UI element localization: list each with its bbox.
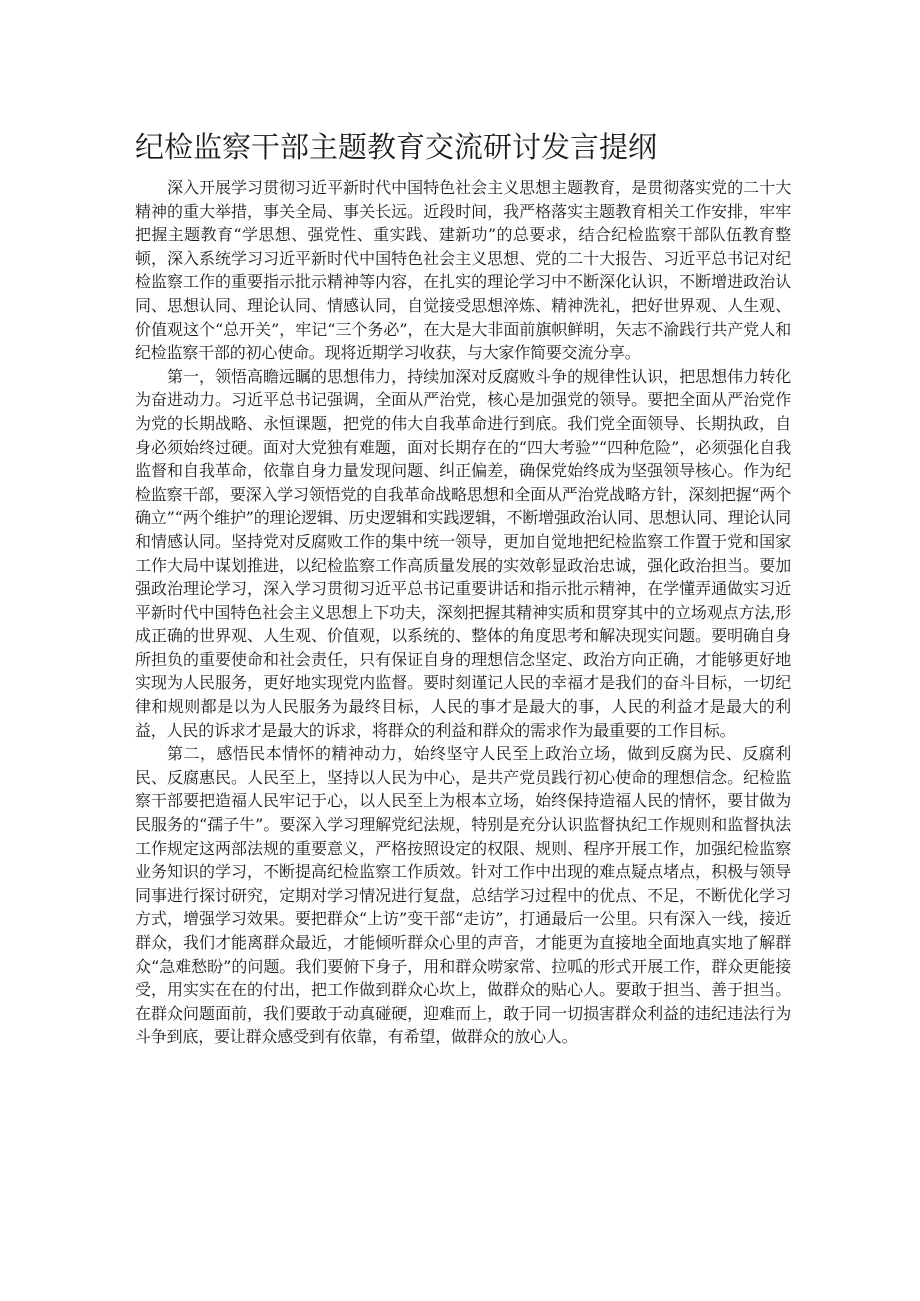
paragraph-first-point: 第一，领悟高瞻远瞩的思想伟力，持续加深对反腐败斗争的规律性认识，把思想伟力转化为奋进动力。习近平总书记强调，全面从严治党，核心是加强党的领导。要把全面从严治党作为党的长期战略、永恒课题，把党的伟大自我革命进行到底。我们党全面领导、长期执政，自身必须始终过硬。面对大党独有难题，面对长期存在的“四大考验”“四种危险”，必须强化自我监督和自我革命，依靠自身力量发现问题、纠正偏差，确保党始终成为坚强领导核心。作为纪检监察干部，要深入学习领悟党的自我革命战略思想和全面从严治党战略方针，深刻把握“两个确立”“两个维护”的理论逻辑、历史逻辑和实践逻辑，不断增强政治认同、思想认同、理论认同和情感认同。坚持党对反腐败工作的集中统一领导，更加自觉地把纪检监察工作置于党和国家工作大局中谋划推进，以纪检监察工作高质量发展的实效彰显政治忠诚，强化政治担当。要加强政治理论学习，深入学习贯彻习近平总书记重要讲话和指示批示精神，在学懂弄通做实习近平新时代中国特色社会主义思想上下功夫，深刻把握其精神实质和贯穿其中的立场观点方法,形成正确的世界观、人生观、价值观，以系统的、整体的角度思考和解决现实问题。要明确自身所担负的重要使命和社会责任，只有保证自身的理想信念坚定、政治方向正确，才能够更好地实现为人民服务，更好地实现党内监督。要时刻谨记人民的幸福才是我们的奋斗目标，一切纪律和规则都是以为人民服务为最终目标，人民的事才是最大的事，人民的利益才是最大的利益，人民的诉求才是最大的诉求，将群众的利益和群众的需求作为最重要的工作目标。 [135, 366, 791, 740]
document-title: 纪检监察干部主题教育交流研讨发言提纲 [135, 130, 658, 164]
paragraph-second-point: 第二，感悟民本情怀的精神动力，始终坚守人民至上政治立场，做到反腐为民、反腐利民、反腐惠民。人民至上，坚持以人民为中心，是共产党员践行初心使命的理想信念。纪检监察干部要把造福人民牢记于心，以人民至上为根本立场，始终保持造福人民的情怀，要甘做为民服务的“孺子牛”。要深入学习理解党纪法规，特别是充分认识监督执纪工作规则和监督执法工作规定这两部法规的重要意义，严格按照设定的权限、规则、程序开展工作，加强纪检监察业务知识的学习，不断提高纪检监察工作质效。针对工作中出现的难点疑点堵点，积极与领导同事进行探讨研究，定期对学习情况进行复盘，总结学习过程中的优点、不足，不断优化学习方式，增强学习效果。要把群众“上访”变干部“走访”，打通最后一公里。只有深入一线，接近群众，我们才能离群众最近，才能倾听群众心里的声音，才能更为直接地全面地真实地了解群众“急难愁盼”的问题。我们要俯下身子，用和群众唠家常、拉呱的形式开展工作，群众更能接受，用实实在在的付出，把工作做到群众心坎上，做群众的贴心人。要敢于担当、善于担当。在群众问题面前，我们要敢于动真碰硬，迎难而上，敢于同一切损害群众利益的违纪违法行为斗争到底，要让群众感受到有依靠，有希望，做群众的放心人。 [135, 744, 791, 1047]
paragraph-intro: 深入开展学习贯彻习近平新时代中国特色社会主义思想主题教育，是贯彻落实党的二十大精神的重大举措，事关全局、事关长远。近段时间，我严格落实主题教育相关工作安排，牢牢把握主题教育“学思想、强党性、重实践、建新功”的总要求，结合纪检监察干部队伍教育整顿，深入系统学习习近平新时代中国特色社会主义思想、党的二十大报告、习近平总书记对纪检监察工作的重要指示批示精神等内容，在扎实的理论学习中不断深化认识，不断增进政治认同、思想认同、理论认同、情感认同，自觉接受思想淬炼、精神洗礼，把好世界观、人生观、价值观这个“总开关”，牢记“三个务必”，在大是大非面前旗帜鲜明，矢志不渝践行共产党人和纪检监察干部的初心使命。现将近期学习收获，与大家作简要交流分享。 [135, 178, 791, 363]
document-body [135, 176, 791, 1049]
